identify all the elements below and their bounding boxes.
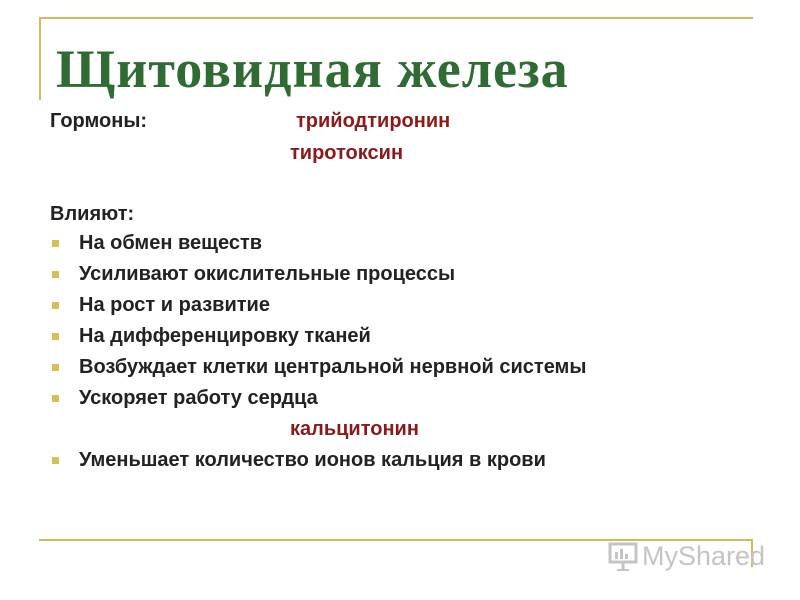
bullet-marker	[52, 457, 59, 464]
watermark	[608, 538, 765, 574]
frame-top-line	[39, 17, 753, 19]
effect-item-calcium: Уменьшает количество ионов кальция в крови	[79, 449, 546, 471]
hormone-triiodothyronine: трийодтиронин	[296, 110, 451, 132]
effect-item: На дифференцировку тканей	[79, 325, 371, 347]
bullet-marker	[52, 333, 59, 340]
bullet-marker	[52, 302, 59, 309]
hormone-calcitonin: кальцитонин	[290, 418, 419, 440]
effect-item: Усиливают окислительные процессы	[79, 263, 456, 285]
slide-title: Щитовидная железа	[56, 39, 569, 99]
bullet-marker	[52, 395, 59, 402]
presentation-board-icon	[608, 540, 638, 572]
bullet-marker	[52, 271, 59, 278]
effect-item: На рост и развитие	[79, 294, 270, 316]
watermark-text: MyShared	[642, 540, 766, 571]
effect-item: Возбуждает клетки центральной нервной системы	[79, 356, 587, 378]
effect-item: На обмен веществ	[79, 232, 263, 254]
hormone-thyrotoxin: тиротоксин	[290, 142, 404, 164]
frame-left-line	[39, 17, 41, 100]
affect-label: Влияют:	[50, 203, 135, 225]
bullet-marker	[52, 240, 59, 247]
hormones-label: Гормоны:	[50, 110, 148, 132]
effect-item: Ускоряет работу сердца	[79, 387, 318, 409]
bullet-marker	[52, 364, 59, 371]
